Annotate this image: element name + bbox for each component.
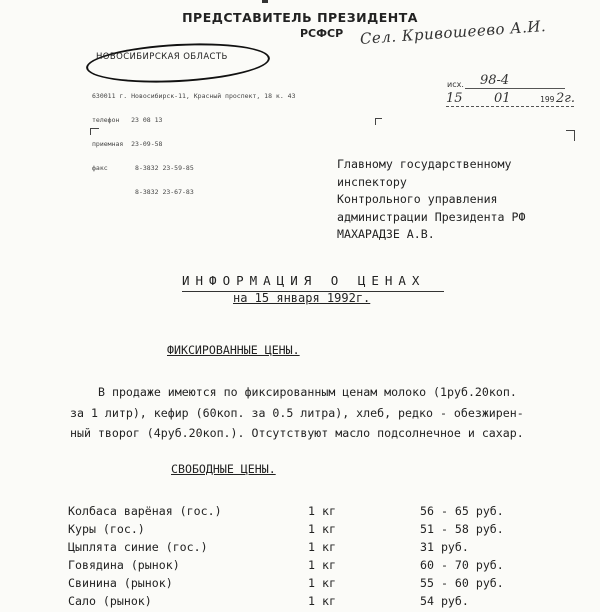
addressee-line: инспектору <box>337 174 407 189</box>
product-name: Куры (гос.) <box>68 522 145 536</box>
paragraph-line: за 1 литр), кефир (60коп. за 0.5 литра), хлеб, редко - обезжирен- <box>70 405 524 420</box>
product-unit: 1 кг <box>308 522 336 536</box>
product-name: Говядина (рынок) <box>68 558 180 572</box>
product-unit: 1 кг <box>308 594 336 608</box>
product-price: 51 - 58 руб. <box>420 522 504 536</box>
corner-mark-right <box>566 130 575 141</box>
header-subtitle: РСФСР <box>300 27 344 40</box>
free-prices-heading: СВОБОДНЫЕ ЦЕНЫ. <box>171 462 276 476</box>
document-date-subtitle: на 15 января 1992г. <box>233 291 371 305</box>
registration-underline <box>465 88 565 89</box>
sender-region: НОВОСИБИРСКАЯ ОБЛАСТЬ <box>96 52 228 62</box>
product-name: Колбаса варёная (гос.) <box>68 504 222 518</box>
paragraph-line: В продаже имеются по фиксированным ценам молоко (1руб.20коп. <box>98 385 517 399</box>
addressee-line: Главному государственному <box>337 157 512 171</box>
product-price: 60 - 70 руб. <box>420 558 504 572</box>
price-row <box>68 558 588 576</box>
handwritten-note: Сел. Кривошеево А.И. <box>359 17 547 48</box>
price-row <box>68 540 588 558</box>
addressee-line: администрации Президента РФ <box>337 209 526 224</box>
sender-address <box>92 76 296 212</box>
paragraph-line: ный творог (4руб.20коп.). Отсутствуют масло подсолнечное и сахар. <box>70 426 524 440</box>
corner-mark-left <box>90 128 99 135</box>
fixed-prices-paragraph <box>70 382 550 444</box>
price-row <box>68 504 588 522</box>
address-line: телефон 23 08 13 <box>92 116 163 124</box>
header-title: ПРЕДСТАВИТЕЛЬ ПРЕЗИДЕНТА <box>182 10 418 25</box>
address-line: 8-3832 23-67-83 <box>92 188 194 196</box>
document-title: ИНФОРМАЦИЯ О ЦЕНАХ <box>182 273 426 288</box>
price-table <box>68 504 588 612</box>
product-price: 31 руб. <box>420 540 469 554</box>
registration-number: 98-4 <box>480 73 510 88</box>
fixed-prices-heading: ФИКСИРОВАННЫЕ ЦЕНЫ. <box>167 343 300 357</box>
addressee-name: МАХАРАДЗЕ А.В. <box>337 227 435 241</box>
address-line: приемная 23-09-58 <box>92 140 163 148</box>
product-name: Цыплята синие (гос.) <box>68 540 208 554</box>
price-row <box>68 594 588 612</box>
address-line: факс 8-3832 23-59-85 <box>92 164 194 172</box>
date-day: 15 <box>446 91 463 106</box>
product-name: Свинина (рынок) <box>68 576 173 590</box>
price-row <box>68 522 588 540</box>
product-price: 54 руб. <box>420 594 469 608</box>
product-unit: 1 кг <box>308 576 336 590</box>
product-unit: 1 кг <box>308 540 336 554</box>
product-price: 56 - 65 руб. <box>420 504 504 518</box>
product-unit: 1 кг <box>308 558 336 572</box>
top-edge-mark <box>262 0 268 3</box>
addressee-block <box>337 156 525 244</box>
price-row <box>68 576 588 594</box>
date-year-handwritten: 2г. <box>556 91 575 106</box>
product-price: 55 - 60 руб. <box>420 576 504 590</box>
product-name: Сало (рынок) <box>68 594 152 608</box>
date-underline <box>446 106 574 107</box>
corner-mark-mid <box>375 118 382 125</box>
date-month: 01 <box>494 91 511 106</box>
date-year-printed: 199 <box>540 95 555 104</box>
addressee-line: Контрольного управления <box>337 192 498 206</box>
registration-label: исх. <box>447 80 464 89</box>
address-line: 630011 г. Новосибирск-11, Красный проспект, 18 к. 43 <box>92 92 296 100</box>
product-unit: 1 кг <box>308 504 336 518</box>
